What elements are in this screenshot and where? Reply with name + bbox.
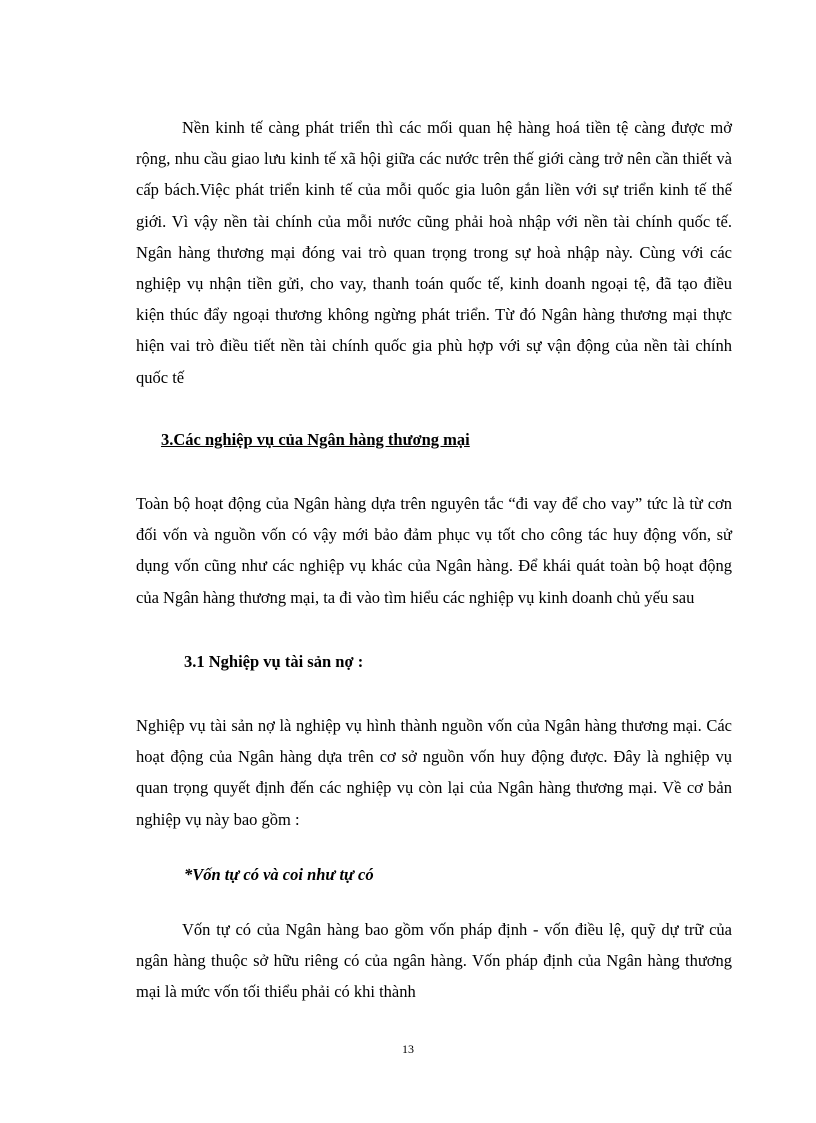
paragraph-own-capital: Vốn tự có của Ngân hàng bao gồm vốn pháp định - vốn điều lệ, quỹ dự trữ của ngân hàng thuộc sở hữu riêng có của ngân hàng. Vốn pháp định của Ngân hàng thương mại là mức vốn tối thiểu phải có khi thành (136, 920, 732, 1002)
section-heading-3: 3.Các nghiệp vụ của Ngân hàng thương mại (161, 429, 470, 449)
paragraph-liabilities: Nghiệp vụ tài sản nợ là nghiệp vụ hình thành nguồn vốn của Ngân hàng thương mại. Các hoạt động của Ngân hàng dựa trên cơ sở nguồn vốn huy động được. Đây là nghiệp vụ quan trọng quyết định đến các nghiệp vụ còn lại của Ngân hàng thương mại. Về cơ bản nghiệp vụ này bao gồm : (136, 716, 732, 829)
paragraph-economy-development: Nền kinh tế càng phát triển thì các mối quan hệ hàng hoá tiền tệ càng được mở rộng, nhu cầu giao lưu kinh tế xã hội giữa các nước trên thế giới càng trở nên cần thiết và cấp bách.Việc phát triển kinh tế của mỗi quốc gia luôn gắn liền với sự triển kinh tế thế giới. Vì vậy nền tài chính của mỗi nước cũng phải hoà nhập với nền tài chính quốc tế. Ngân hàng thương mại đóng vai trò quan trọng trong sự hoà nhập này. Cùng với các nghiệp vụ nhận tiền gửi, cho vay, thanh toán quốc tế, kinh doanh ngoại tệ, đã tạo điều kiện thúc đẩy ngoại thương không ngừng phát triển. Từ đó Ngân hàng thương mại thực hiện vai trò điều tiết nền tài chính quốc gia phù hợp với sự vận động của nền tài chính quốc tế (136, 118, 732, 387)
subsection-heading-own-capital: *Vốn tự có và coi như tự có (184, 864, 374, 884)
paragraph-bank-operations: Toàn bộ hoạt động của Ngân hàng dựa trên nguyên tắc “đi vay để cho vay” tức là từ cơn đối vốn và nguồn vốn có vậy mới bảo đảm phục vụ tốt cho công tác huy động vốn, sử dụng vốn cũng như các nghiệp vụ khác của Ngân hàng. Để khái quát toàn bộ hoạt động của Ngân hàng thương mại, ta đi vào tìm hiểu các nghiệp vụ kinh doanh chủ yếu sau (136, 494, 732, 607)
section-heading-3-1: 3.1 Nghiệp vụ tài sản nợ : (184, 651, 364, 671)
page-body (136, 112, 732, 1008)
page-number: 13 (402, 1042, 414, 1056)
